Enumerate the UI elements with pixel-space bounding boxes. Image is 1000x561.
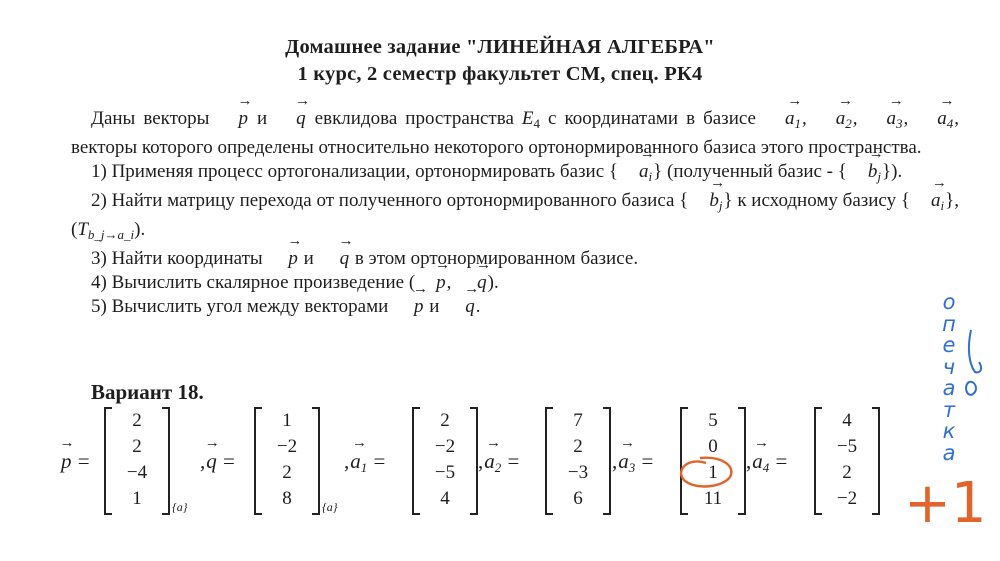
- vector-a4-matrix: [814, 407, 880, 515]
- vector-q-matrix: [254, 407, 320, 515]
- matrix-cell: −4: [126, 462, 148, 483]
- handwritten-plus-one: +1: [904, 471, 987, 536]
- matrix-cell: 0: [708, 436, 718, 457]
- handwritten-letter: а: [942, 376, 956, 400]
- matrix-cell: 2: [440, 410, 450, 431]
- matrix-cell: 2: [573, 436, 583, 457]
- handwritten-letter: п: [942, 311, 956, 336]
- matrix-cell: 6: [573, 488, 583, 509]
- vector-a3-matrix: [680, 407, 746, 515]
- handwritten-letter: о: [942, 290, 956, 314]
- matrix-cell: −2: [434, 436, 456, 457]
- handwritten-letter: т: [942, 397, 956, 422]
- matrix-cell: 4: [440, 488, 450, 509]
- task-item-1: 1) Применяя процесс ортогонализации, ортонормировать базис {→ $a_i$} (полученный базис - {→ $b_j$}).: [71, 160, 959, 189]
- handwritten-letter: к: [942, 419, 956, 443]
- matrix-cell: 2: [132, 410, 142, 431]
- vector-a4-label: ,→ $a_4$ =: [746, 449, 787, 476]
- matrix-cell: −5: [836, 436, 858, 457]
- task-item-5: 5) Вычислить угол между векторами → p и → q.: [71, 295, 959, 319]
- matrix-cell: −2: [276, 436, 298, 457]
- problem-statement: [71, 107, 959, 319]
- matrix-cell: 8: [282, 488, 292, 509]
- matrix-cell: 2: [842, 462, 852, 483]
- document-subtitle: 1 курс, 2 семестр факультет СМ, спец. РК4: [297, 63, 703, 85]
- vector-a2-label: ,→ $a_2$ =: [478, 449, 519, 476]
- matrix-cell: 11: [703, 488, 723, 509]
- handwritten-letter: ч: [942, 354, 956, 379]
- basis-subscript: {a}: [322, 500, 338, 514]
- task-item-4: 4) Вычислить скалярное произведение (→ p, → q).: [71, 271, 959, 295]
- problem-intro: Даны векторы → p и → q евклидова пространства $E_4$ с координатами в базисе → $a_1$, → $a_2$, → $a_3$, → $a_4$, векторы которого определены относительно некоторого ортонормированного базиса этого пространства.: [71, 107, 959, 160]
- vector-q-label: ,→ q =: [200, 449, 235, 474]
- matrix-cell: −5: [434, 462, 456, 483]
- document-title: Домашнее задание "ЛИНЕЙНАЯ АЛГЕБРА": [285, 36, 715, 58]
- matrix-cell: 1: [708, 462, 718, 483]
- vector-p-label: → p =: [60, 449, 90, 474]
- matrix-cell: 2: [282, 462, 292, 483]
- matrix-cell: 2: [132, 436, 142, 457]
- handwritten-letter: е: [942, 333, 956, 357]
- vector-a3-label: ,→ $a_3$ =: [612, 449, 653, 476]
- matrix-cell: 1: [282, 410, 292, 431]
- handwritten-letter: а: [942, 440, 956, 465]
- vector-a1-label: ,→ $a_1$ =: [344, 449, 385, 476]
- matrix-cell: −3: [567, 462, 589, 483]
- task-item-3: 3) Найти координаты → p и → q в этом ортонормированном базисе.: [71, 247, 959, 271]
- vector-p-matrix: [104, 407, 170, 515]
- matrix-cell: 1: [132, 488, 142, 509]
- basis-subscript: {a}: [172, 500, 188, 514]
- matrix-cell: 4: [842, 410, 852, 431]
- handwritten-mark: [955, 318, 995, 408]
- matrix-cell: 5: [708, 410, 718, 431]
- vector-a1-matrix: [412, 407, 478, 515]
- vector-a2-matrix: [545, 407, 611, 515]
- matrix-cell: −2: [836, 488, 858, 509]
- variant-label: Вариант 18.: [91, 380, 204, 404]
- matrix-cell: 7: [573, 410, 583, 431]
- task-item-2: 2) Найти матрицу перехода от полученного ортонормированного базиса {→ $b_j$} к исходному базису {→ $a_i$}, $(T_{b\_j\to a\_i})$.: [71, 189, 959, 247]
